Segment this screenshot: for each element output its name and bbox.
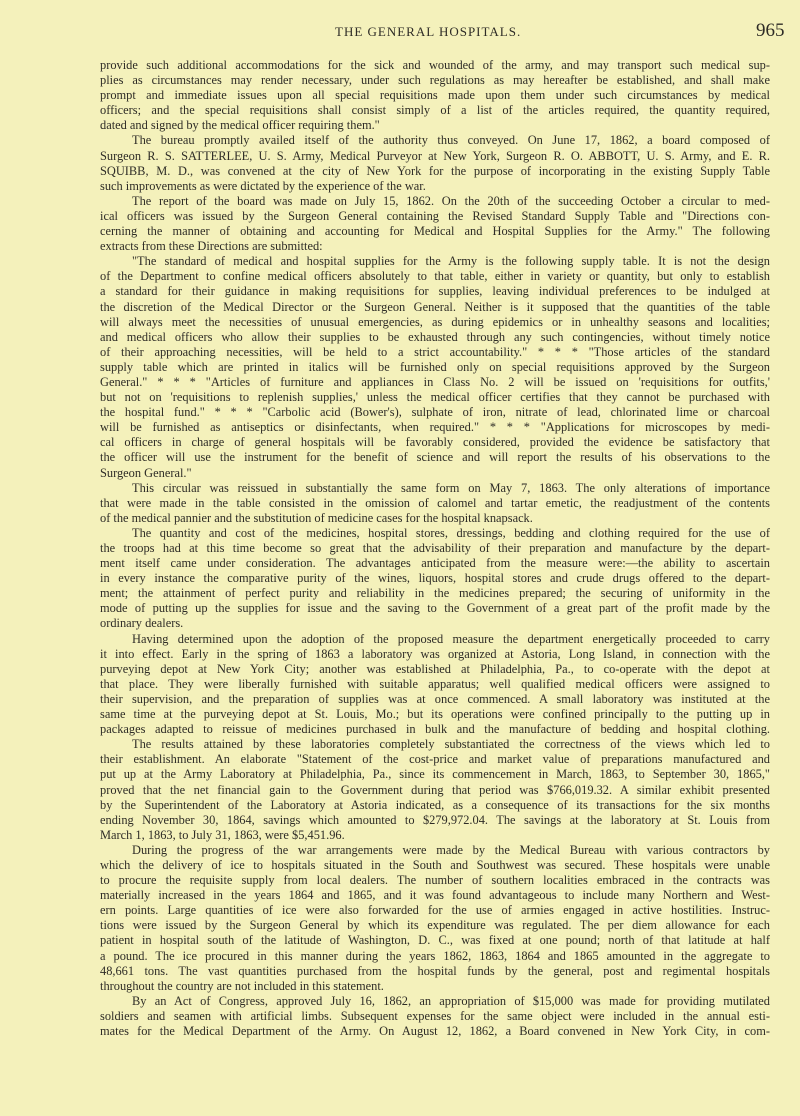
paragraph-first-line: The bureau promptly availed itself of the authority thus conveyed. On June 17, 1862, a board composed of xyxy=(132,133,770,148)
text-line: ending November 30, 1864, savings which amounted to $279,972.04. The savings at the laboratory at St. Louis from xyxy=(100,812,770,827)
text-line: to procure the requisite supply from local dealers. The number of southern localities embraced in the contracts was xyxy=(100,873,770,888)
text-line: SQUIBB, M. D., was convened at the city of New York for the purpose of incorporating in the existing Supply Table xyxy=(100,163,770,178)
text-line: which the delivery of ice to hospitals situated in the South and Southwest was secured. These hospitals were unable xyxy=(100,857,770,872)
text-line: tions were issued by the Surgeon General by which its expenditure was regulated. The per diem allowance for each xyxy=(100,918,770,933)
text-line: and medical officers who allow their supplies to be exhausted through any such contingencies, without timely notice xyxy=(100,329,770,344)
text-line: provide such additional accommodations for the sick and wounded of the army, and may transport such medical sup- xyxy=(100,58,770,72)
text-line: but not on 'requisitions to replenish supplies,' unless the medical officer certifies that they cannot be purchased with xyxy=(100,390,770,405)
text-line: their supervision, and the preparation of supplies was at once commenced. A small laboratory was instituted at the xyxy=(100,691,770,706)
text-line: the hospital fund." * * * "Carbolic acid (Bower's), sulphate of iron, nitrate of lead, chlorinated lime or charcoal xyxy=(100,405,770,420)
text-line: General." * * * "Articles of furniture and appliances in Class No. 2 will be issued on 'requisitions for outfits,' xyxy=(100,374,770,389)
paragraph-first-line: The results attained by these laboratories completely substantiated the correctness of the views which led to xyxy=(132,737,770,752)
text-line: ment; the attainment of perfect purity and reliability in the medicines prepared; the securing of uniformity in the xyxy=(100,586,770,601)
paragraph-first-line: "The standard of medical and hospital supplies for the Army is the following supply table. It is not the design xyxy=(132,254,770,269)
page-number: 965 xyxy=(756,20,785,41)
text-line: proved that the net financial gain to the Government during that period was $766,019.32. A similar exhibit presented xyxy=(100,782,770,797)
body-text xyxy=(100,58,770,1039)
text-line: purveying depot at New York City; another was established at Philadelphia, Pa., to co-operate with the depot at xyxy=(100,661,770,676)
text-line: of the Department to confine medical officers absolutely to that table, either in variety or quantity, but only to establish xyxy=(100,269,770,284)
paragraph-first-line: This circular was reissued in substantially the same form on May 7, 1863. The only alterations of importance xyxy=(132,480,770,495)
text-line: dated and signed by the medical officer requiring them." xyxy=(100,118,380,133)
text-line: same time at the purveying depot at St. Louis, Mo.; but its operations were confined principally to the putting up in xyxy=(100,707,770,722)
text-line: 48,661 tons. The vast quantities purchased from the hospital funds by the general, post and regimental hospitals xyxy=(100,963,770,978)
text-line: put up at the Army Laboratory at Philadelphia, Pa., since its commencement in March, 1863, to September 30, 1865," xyxy=(100,767,770,782)
text-line: such improvements as were dictated by the experience of the war. xyxy=(100,178,426,193)
text-line: throughout the country are not included in this statement. xyxy=(100,978,384,993)
paragraph-first-line: Having determined upon the adoption of the proposed measure the department energetically proceeded to carry xyxy=(132,631,770,646)
text-line: ical officers was issued by the Surgeon General containing the Revised Standard Supply Table and "Directions con- xyxy=(100,208,770,223)
text-line: the discretion of the Medical Director or the Surgeon General. Neither is it supposed that the quantities of the table xyxy=(100,299,770,314)
text-line: that place. They were liberally furnished with suitable apparatus; well qualified medical officers were assigned to xyxy=(100,676,770,691)
text-line: their establishment. An elaborate "Statement of the cost-price and market value of preparations manufactured and xyxy=(100,752,770,767)
paragraph-first-line: The report of the board was made on July 15, 1862. On the 20th of the succeeding October a circular to med- xyxy=(132,193,770,208)
text-line: a standard for their guidance in making requisitions for supplies, leaving individual preferences to be indulged at xyxy=(100,284,770,299)
text-line: by the Superintendent of the Laboratory at Astoria indicated, as a consequence of its transactions for the six months xyxy=(100,797,770,812)
text-line: ment itself came under consideration. The advantages anticipated from the measure were:—the ability to ascertain xyxy=(100,556,770,571)
paragraph-first-line: During the progress of the war arrangements were made by the Medical Bureau with various contractors by xyxy=(132,842,770,857)
text-line: of the medical pannier and the substitution of medicine cases for the hospital knapsack. xyxy=(100,510,533,525)
text-line: that were made in the table consisted in the omission of calomel and tartar emetic, the readjustment of the contents xyxy=(100,495,770,510)
text-line: ern points. Large quantities of ice were also forwarded for the use of armies engaged in active hostilities. Instruc- xyxy=(100,903,770,918)
text-line: officers; and the special requisitions shall consist simply of a list of the articles required, the quantity required, xyxy=(100,103,770,118)
running-head-title: THE GENERAL HOSPITALS. xyxy=(335,24,522,39)
text-line: supply table which are printed in italics will be furnished only on special requisitions approved by the Surgeon xyxy=(100,359,770,374)
text-line: mode of putting up the supplies for issue and the saving to the Government of a great part of the profit made by the xyxy=(100,601,770,616)
text-line: the troops had at this time become so great that the advisability of their preparation and manufacture by the depart- xyxy=(100,541,770,555)
text-line: plies as circumstances may render necessary, under such regulations as may hereafter be established, and shall make xyxy=(100,73,770,88)
text-line: packages adapted to reissue of medicines purchased in bulk and the manufacture of bedding and hospital clothing. xyxy=(100,722,770,737)
text-line: ordinary dealers. xyxy=(100,616,184,631)
text-line: cal officers in charge of general hospitals will be favorably considered, provided the evidence be satisfactory that xyxy=(100,435,770,450)
text-line: patient in hospital south of the latitude of Washington, D. C., was fixed at one pound; north of that latitude at half xyxy=(100,933,770,948)
text-line: materially increased in the years 1864 and 1865, and it was found advantageous to include many Northern and West- xyxy=(100,888,770,903)
text-line: will always meet the necessities of unusual emergencies, as during epidemics or in unhealthy seasons and localities; xyxy=(100,314,770,329)
text-line: in every instance the comparative purity of the wines, liquors, hospital stores and crude drugs offered to the depart- xyxy=(100,571,770,586)
text-line: the officer will use the instrument for the benefit of science and will report the results of his observations to the xyxy=(100,450,770,465)
text-line: a pound. The ice procured in this manner during the years 1862, 1863, 1864 and 1865 amounted in the aggregate to xyxy=(100,948,770,963)
text-line: it into effect. Early in the spring of 1863 a laboratory was organized at Astoria, Long Island, in connection with the xyxy=(100,646,770,661)
text-line: Surgeon General." xyxy=(100,465,192,480)
paragraph-first-line: By an Act of Congress, approved July 16, 1862, an appropriation of $15,000 was made for providing mutilated xyxy=(132,993,770,1008)
text-line: Surgeon R. S. SATTERLEE, U. S. Army, Medical Purveyor at New York, Surgeon R. O. ABBOTT, U. S. Army, and E. R. xyxy=(100,148,770,163)
text-line: of their approaching necessities, will be held to a strict accountability." * * * "Those articles of the standard xyxy=(100,344,770,359)
text-line: extracts from these Directions are submitted: xyxy=(100,239,323,254)
text-line: prompt and immediate issues upon all special requisitions made upon them under such circumstances by medical xyxy=(100,88,770,103)
text-line: cerning the manner of obtaining and accounting for Medical and Hospital Supplies for the Army." The following xyxy=(100,224,770,239)
paragraph-first-line: The quantity and cost of the medicines, hospital stores, dressings, bedding and clothing required for the use of xyxy=(132,525,770,540)
text-line: March 1, 1863, to July 31, 1863, were $5,451.96. xyxy=(100,827,345,842)
text-line: will be furnished as antiseptics or disinfectants, when required." * * * "Applications for microscopes by medi- xyxy=(100,420,770,435)
text-line: mates for the Medical Department of the Army. On August 12, 1862, a Board convened in New York City, in com- xyxy=(100,1024,770,1038)
running-head xyxy=(0,22,800,42)
text-line: soldiers and seamen with artificial limbs. Subsequent expenses for the same object were included in the annual esti- xyxy=(100,1008,770,1023)
